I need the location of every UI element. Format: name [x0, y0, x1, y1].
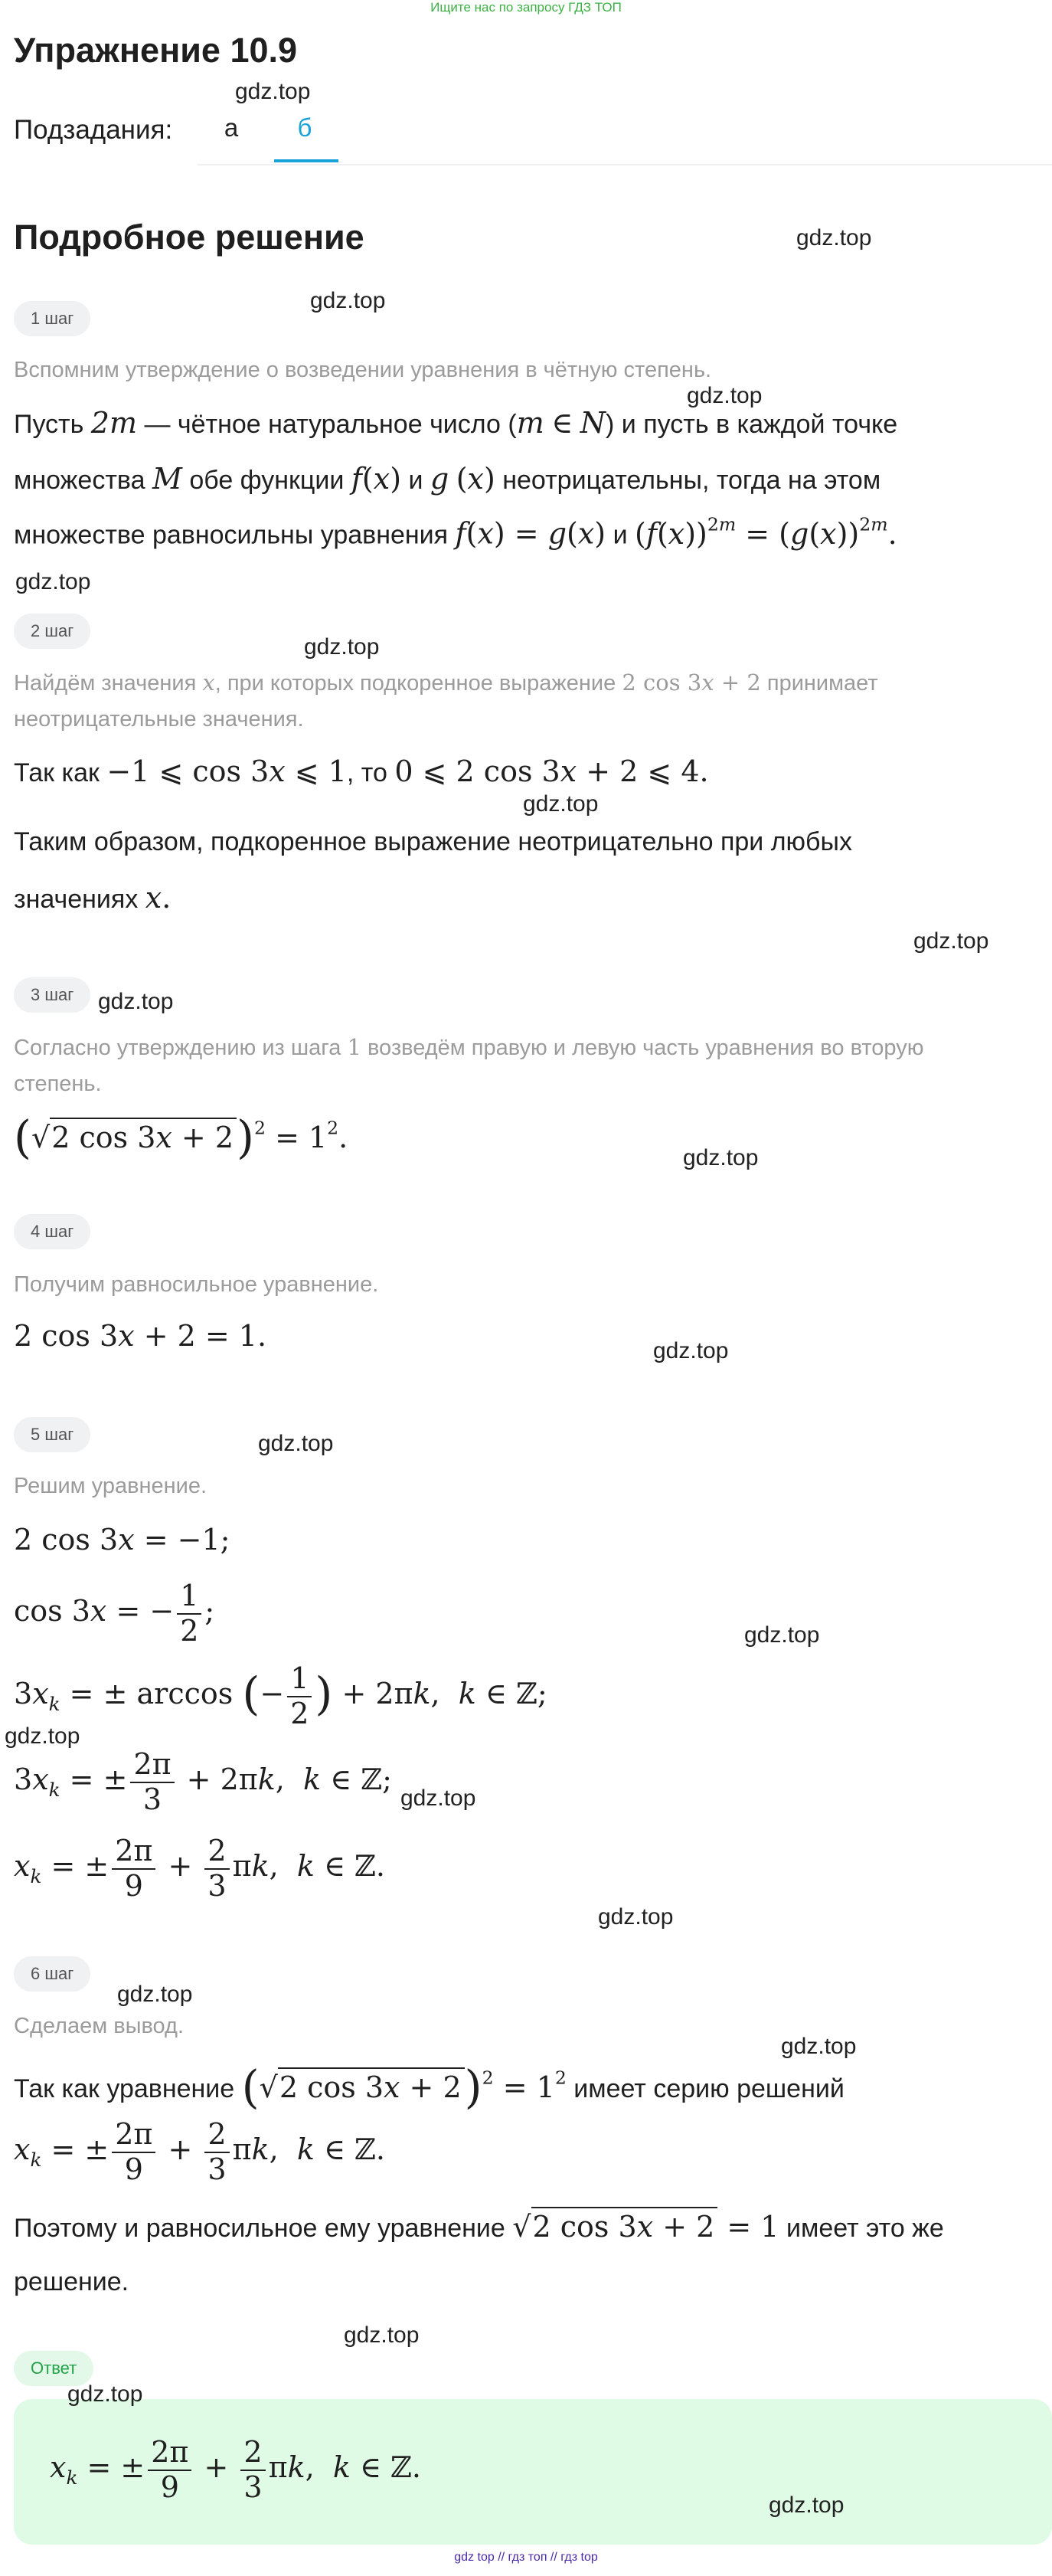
step-1-line-2: множества M обе функции f(x) и g (x) неотрицательны, тогда на этом	[14, 462, 881, 496]
answer-badge: Ответ	[14, 2351, 93, 2386]
step-4-badge: 4 шаг	[14, 1214, 90, 1249]
watermark: gdz.top	[744, 1622, 820, 1648]
step-5-formula-4: $3x_k$ = ± $\frac{2\pi}{3}$ + 2πk, k ∈ ℤ;	[14, 1747, 392, 1816]
step-4-formula: 2 cos 3x + 2 = 1.	[14, 1319, 267, 1353]
step-2-hint-line-1: Найдём значения x, при которых подкоренное выражение 2 cos 3x + 2 принимает	[14, 669, 878, 696]
watermark: gdz.top	[304, 634, 380, 660]
watermark: gdz.top	[598, 1904, 674, 1930]
step-2-line-1: Так как −1 ⩽ cos 3x ⩽ 1, то 0 ⩽ 2 cos 3x + 2 ⩽ 4.	[14, 754, 709, 788]
watermark: gdz.top	[796, 225, 872, 250]
active-tab-indicator	[274, 159, 338, 162]
answer-formula: $x_k$ = ± $\frac{2\pi}{9}$ + $\frac{2}{3}$ πk, k ∈ ℤ.	[50, 2435, 421, 2504]
step-2-line-2: Таким образом, подкоренное выражение неотрицательно при любых	[14, 827, 852, 856]
watermark: gdz.top	[687, 383, 763, 408]
step-6-line-1: Так как уравнение (√2 $\cos 3x + 2)^2 = 1^2$ имеет серию решений	[14, 2060, 845, 2113]
step-5-hint: Решим уравнение.	[14, 1474, 207, 1498]
step-6-line-3: Поэтому и равносильное ему уравнение √2 cos 3x + 2 = 1 имеет это же	[14, 2210, 944, 2244]
watermark: gdz.top	[15, 569, 91, 594]
watermark: gdz.top	[400, 1786, 476, 1811]
watermark: gdz.top	[5, 1723, 80, 1749]
step-5-badge: 5 шаг	[14, 1417, 90, 1452]
watermark: gdz.top	[913, 928, 989, 954]
step-3-formula: (√2 $\cos 3x + 2)^2 = 1^2$.	[14, 1111, 348, 1164]
subtasks-label: Подзадания:	[14, 115, 173, 145]
tab-subtask-b[interactable]: б	[297, 113, 312, 142]
step-6-formula: $x_k$ = ± $\frac{2\pi}{9}$ + $\frac{2}{3}$ πk, k ∈ ℤ.	[14, 2117, 385, 2186]
step-3-badge: 3 шаг	[14, 977, 90, 1013]
step-2-line-3: значениях x.	[14, 881, 172, 915]
step-3-hint-line-2: степень.	[14, 1072, 102, 1096]
watermark: gdz.top	[258, 1431, 334, 1456]
watermark: gdz.top	[235, 79, 311, 104]
footer-links[interactable]: gdz top // гдз топ // гдз top	[454, 2551, 598, 2564]
watermark: gdz.top	[769, 2493, 845, 2518]
section-title: Подробное решение	[14, 218, 364, 257]
watermark: gdz.top	[653, 1338, 729, 1363]
step-1-hint: Вспомним утверждение о возведении уравнения в чётную степень.	[14, 358, 712, 382]
top-note[interactable]: Ищите нас по запросу ГДЗ ТОП	[430, 0, 622, 15]
watermark: gdz.top	[67, 2381, 143, 2407]
step-5-formula-1: 2 cos 3x = −1;	[14, 1523, 230, 1556]
step-5-formula-5: $x_k$ = ± $\frac{2\pi}{9}$ + $\frac{2}{3}$ πk, k ∈ ℤ.	[14, 1834, 385, 1903]
page-title: Упражнение 10.9	[14, 31, 298, 70]
step-5-formula-3: $3x_k$ = ± arccos (− $\frac{1}{2}$ ) + 2πk, k ∈ ℤ;	[14, 1661, 547, 1730]
step-6-line-4: решение.	[14, 2267, 129, 2296]
step-2-hint-line-2: неотрицательные значения.	[14, 707, 304, 732]
watermark: gdz.top	[781, 2034, 857, 2059]
step-1-line-3: множестве равносильны уравнения f(x) = g(x) и $(f(x))^{2m} = (g(x))^{2m}$.	[14, 513, 897, 551]
watermark: gdz.top	[683, 1145, 759, 1170]
watermark: gdz.top	[523, 791, 599, 817]
step-1-line-1: Пусть 2m — чётное натуральное число (m ∈ N) и пусть в каждой точке	[14, 406, 898, 440]
watermark: gdz.top	[310, 288, 386, 313]
step-4-hint: Получим равносильное уравнение.	[14, 1272, 379, 1297]
step-6-badge: 6 шаг	[14, 1956, 90, 1992]
step-6-hint: Сделаем вывод.	[14, 2014, 185, 2038]
tab-subtask-a[interactable]: а	[224, 113, 239, 142]
step-2-badge: 2 шаг	[14, 614, 90, 649]
step-1-badge: 1 шаг	[14, 301, 90, 336]
tabs-divider	[198, 164, 1052, 165]
watermark: gdz.top	[117, 1982, 193, 2007]
watermark: gdz.top	[344, 2322, 420, 2348]
step-3-hint-line-1: Согласно утверждению из шага 1 возведём правую и левую часть уравнения во вторую	[14, 1034, 924, 1060]
watermark: gdz.top	[98, 989, 174, 1014]
step-5-formula-2: cos 3x = − $\frac{1}{2}$ ;	[14, 1579, 215, 1648]
